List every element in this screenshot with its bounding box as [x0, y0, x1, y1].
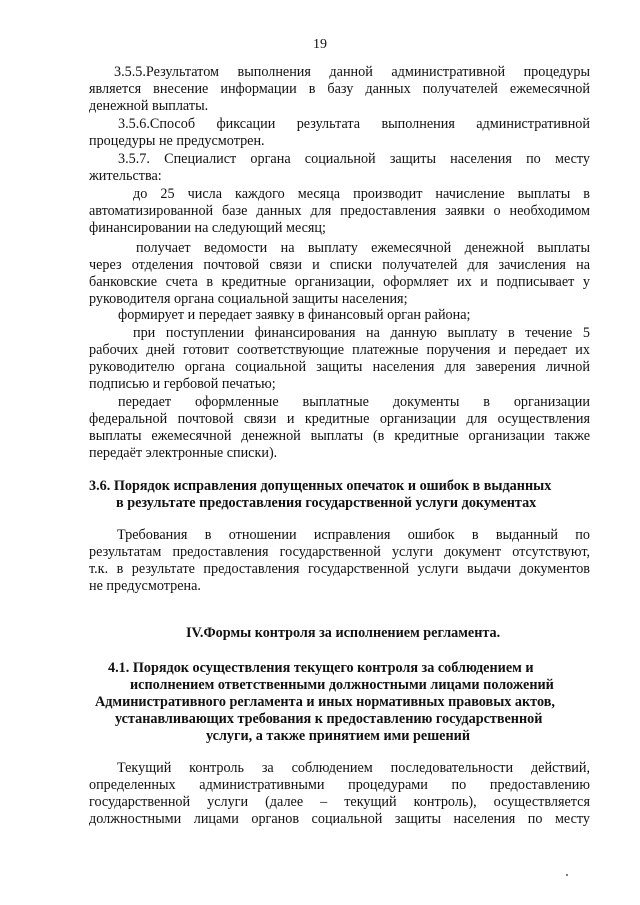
list-item-line: через отделения почтовой связи и списки получателей для зачисления на — [89, 257, 590, 273]
section-heading: исполнением ответственными должностными лицами положений — [130, 677, 554, 693]
section-heading: 3.6. Порядок исправления допущенных опечаток и ошибок в выданных — [89, 478, 552, 494]
list-item-line: формирует и передает заявку в финансовый орган района; — [118, 307, 471, 323]
section-heading: Административного регламента и иных нормативных правовых актов, — [95, 694, 555, 710]
list-item-line: банковские счета в кредитные организации, оформляет их и подписывает у — [89, 274, 590, 290]
paragraph-line: Текущий контроль за соблюдением последовательности действий, — [117, 760, 590, 776]
chapter-heading: IV.Формы контроля за исполнением регламента. — [186, 625, 501, 641]
paragraph-line: не предусмотрена. — [89, 578, 201, 594]
list-item-line: руководителю органа социальной защиты населения для заверения личной — [89, 359, 590, 375]
section-heading: услуги, а также принятием ими решений — [206, 728, 470, 744]
paragraph-line: результатам предоставления государственной услуги документ отсутствуют, — [89, 544, 590, 560]
list-item-line: до 25 числа каждого месяца производит начисление выплаты в — [133, 186, 590, 202]
list-item-line: при поступлении финансирования на данную выплату в течение 5 — [133, 325, 590, 341]
paragraph-line: 3.5.5.Результатом выполнения данной административной процедуры — [114, 64, 590, 80]
list-item-line: передаёт электронные списки). — [89, 445, 278, 461]
paragraph-line: должностными лицами органов социальной защиты населения по месту — [89, 811, 590, 827]
list-item-line: передает оформленные выплатные документы в организации — [118, 394, 590, 410]
list-item-line: подписью и гербовой печатью; — [89, 376, 276, 392]
list-item-line: рабочих дней готовит соответствующие платежные поручения и передает их — [89, 342, 590, 358]
paragraph-line: является внесение информации в базу данных получателей ежемесячной — [89, 81, 590, 97]
paragraph-line: процедуры не предусмотрен. — [89, 133, 265, 149]
paragraph-line: государственной услуги (далее – текущий контроль), осуществляется — [89, 794, 590, 810]
list-item-line: федеральной почтовой связи и кредитные организации для осуществления — [89, 411, 590, 427]
list-item-line: получает ведомости на выплату ежемесячной денежной выплаты — [136, 240, 590, 256]
list-item-line: руководителя органа социальной защиты населения; — [89, 291, 408, 307]
paragraph-line: Требования в отношении исправления ошибок в выданный по — [117, 527, 590, 543]
paragraph-line: определенных административными процедурами по предоставлению — [89, 777, 590, 793]
scan-speck — [566, 874, 568, 876]
list-item-line: финансировании на следующий месяц; — [89, 220, 326, 236]
list-item-line: автоматизированной базе данных для предоставления заявки о необходимом — [89, 203, 590, 219]
paragraph-line: денежной выплаты. — [89, 98, 209, 114]
paragraph-line: 3.5.7. Специалист органа социальной защиты населения по месту — [118, 151, 590, 167]
paragraph-line: т.к. в результате предоставления государственной услуги выдачи документов — [89, 561, 590, 577]
page-number: 19 — [313, 37, 327, 52]
section-heading: 4.1. Порядок осуществления текущего контроля за соблюдением и — [108, 660, 534, 676]
section-heading: устанавливающих требования к предоставлению государственной — [115, 711, 543, 727]
paragraph-line: 3.5.6.Способ фиксации результата выполнения административной — [118, 116, 590, 132]
paragraph-line: жительства: — [89, 168, 162, 184]
section-heading: в результате предоставления государственной услуги документах — [116, 495, 537, 511]
list-item-line: выплаты ежемесячной денежной выплаты (в кредитные организации также — [89, 428, 590, 444]
